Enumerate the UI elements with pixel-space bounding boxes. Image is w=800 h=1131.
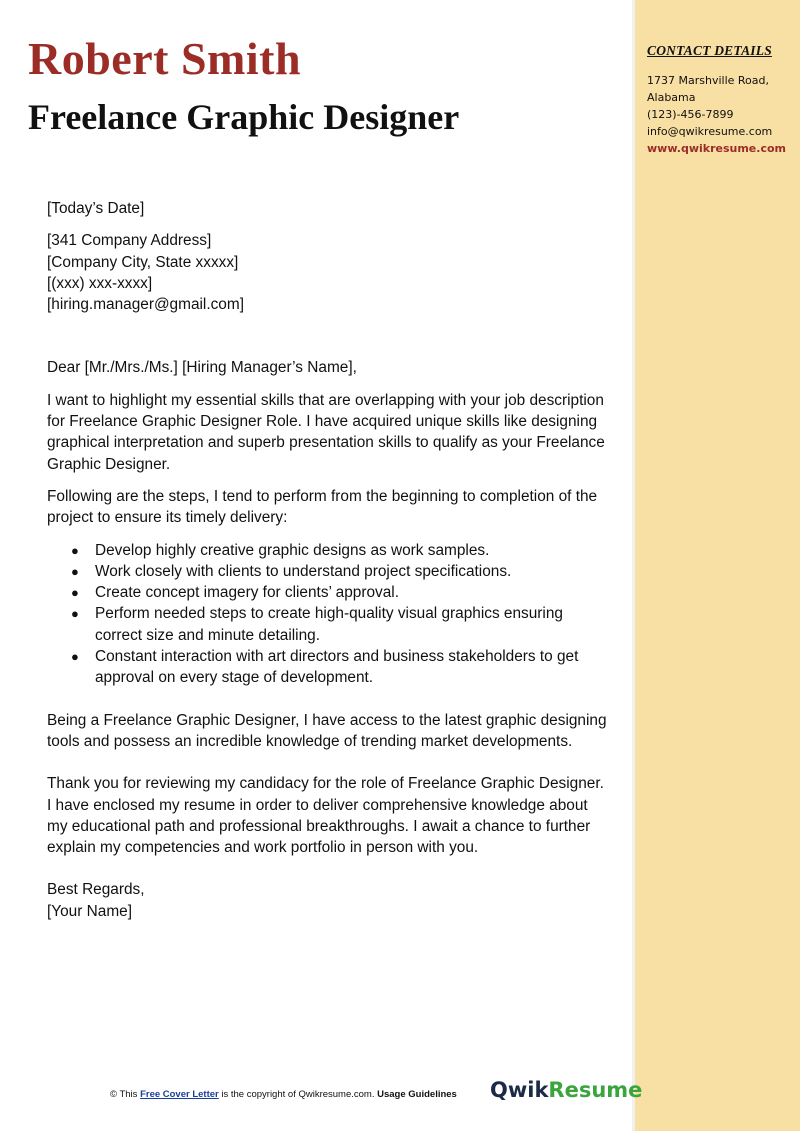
list-item <box>47 582 607 603</box>
list-item-text: Work closely with clients to understand project specifications. <box>95 562 512 580</box>
logo-part-qwik: Qwik <box>490 1078 549 1102</box>
closing: Best Regards, <box>47 881 145 899</box>
paragraph-4: Thank you for reviewing my candidacy for the role of Freelance Graphic Designer. I have enclosed my resume in order to deliver comprehensive knowledge about my educational path and professional breakthroughs. I await a chance to further explain my competencies and work portfolio in person with you. <box>47 775 604 857</box>
paragraph-1: I want to highlight my essential skills that are overlapping with your job description for Freelance Graphic Designer Role. I have acquired unique skills like designing graphical interpretation and superb presentation skills to qualify as your Freelance Graphic Designer. <box>47 391 605 473</box>
job-title: Freelance Graphic Designer <box>28 97 460 137</box>
list-item-text: Perform needed steps to create high-quality visual graphics ensuring correct size and minute detailing. <box>95 605 563 644</box>
logo-part-resume: Resume <box>548 1078 643 1102</box>
bullet-icon: ● <box>71 563 79 579</box>
recipient-phone: [(xxx) xxx-xxxx] <box>47 274 153 292</box>
list-item <box>47 561 607 582</box>
list-item-text: Develop highly creative graphic designs as work samples. <box>95 541 490 559</box>
bullet-icon: ● <box>71 542 79 558</box>
salutation: Dear [Mr./Mrs./Ms.] [Hiring Manager’s Name], <box>47 359 357 377</box>
bullet-icon: ● <box>71 606 79 622</box>
contact-address-line2: Alabama <box>647 91 696 104</box>
list-item <box>47 540 607 561</box>
bullet-icon: ● <box>71 649 79 665</box>
recipient-city: [Company City, State xxxxx] <box>47 253 239 271</box>
recipient-email: [hiring.manager@gmail.com] <box>47 296 244 314</box>
paragraph-3: Being a Freelance Graphic Designer, I have access to the latest graphic designing tools and possess an incredible knowledge of trending market developments. <box>47 711 607 750</box>
list-item <box>47 603 607 646</box>
steps-list <box>47 540 607 689</box>
contact-website[interactable]: www.qwikresume.com <box>647 142 786 155</box>
letter-date: [Today’s Date] <box>47 200 145 217</box>
applicant-name: Robert Smith <box>28 33 302 84</box>
contact-sidebar <box>632 0 800 1131</box>
contact-details-heading: CONTACT DETAILS <box>647 43 772 58</box>
qwikresume-logo[interactable] <box>490 1078 642 1102</box>
paragraph-2: Following are the steps, I tend to perform from the beginning to completion of the project to ensure its timely delivery: <box>47 487 598 527</box>
footer-copyright <box>110 1089 457 1100</box>
signature: [Your Name] <box>47 902 132 920</box>
contact-phone: (123)-456-7899 <box>647 108 734 121</box>
free-cover-letter-link[interactable]: Free Cover Letter <box>140 1089 219 1100</box>
contact-details <box>647 72 797 157</box>
usage-guidelines-link[interactable]: Usage Guidelines <box>377 1089 457 1100</box>
recipient-address: [341 Company Address] <box>47 232 212 250</box>
copyright-icon: © <box>110 1089 117 1100</box>
letter-body <box>47 198 607 922</box>
list-item <box>47 646 607 689</box>
footer-this: This <box>119 1089 138 1100</box>
list-item-text: Constant interaction with art directors and business stakeholders to get approval on every stage of development. <box>95 648 579 687</box>
contact-email: info@qwikresume.com <box>647 125 773 138</box>
recipient-block <box>47 230 607 315</box>
bullet-icon: ● <box>71 585 79 601</box>
footer-middle-text: is the copyright of Qwikresume.com. <box>221 1089 375 1100</box>
list-item-text: Create concept imagery for clients’ approval. <box>95 584 399 602</box>
contact-address-line1: 1737 Marshville Road, <box>647 74 769 87</box>
